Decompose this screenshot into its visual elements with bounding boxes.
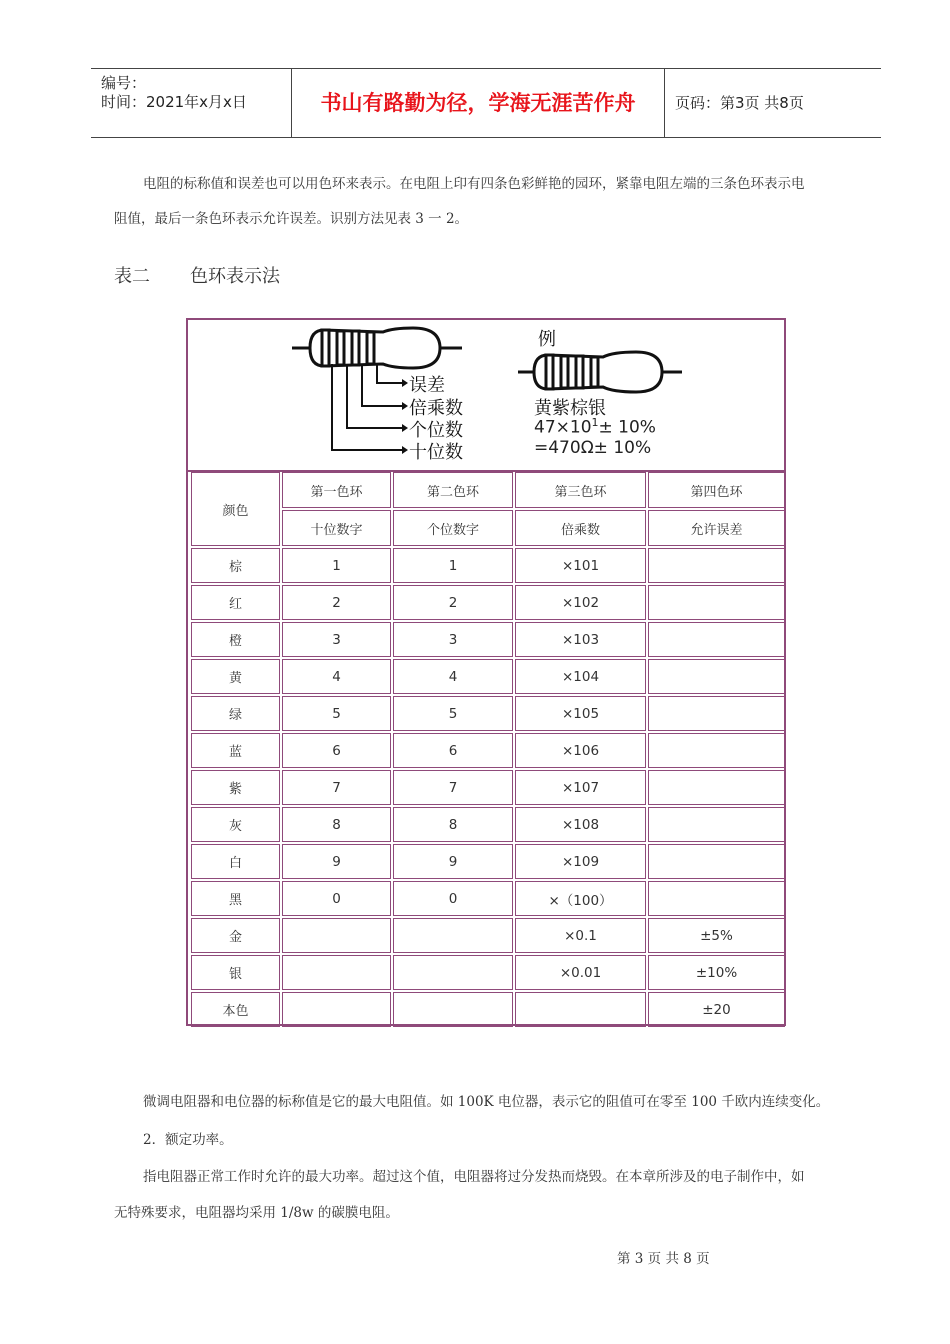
header-meaning-1: 十位数字 bbox=[282, 510, 391, 546]
table-cell-first-band: 9 bbox=[282, 844, 391, 879]
table-cell-color: 黄 bbox=[191, 659, 280, 694]
resistor-right-icon bbox=[518, 352, 682, 392]
doc-number-label: 编号： bbox=[101, 74, 147, 92]
table-cell-tolerance bbox=[648, 844, 785, 879]
header-meaning-4: 允许误差 bbox=[648, 510, 785, 546]
body-paragraph-3-line-2: 无特殊要求，电阻器均采用 1/8w 的碳膜电阻。 bbox=[114, 1205, 399, 1221]
body-paragraph-2: 2．额定功率。 bbox=[143, 1132, 233, 1148]
example-result: =470Ω± 10% bbox=[534, 438, 652, 458]
header-band-1: 第一色环 bbox=[282, 472, 391, 508]
table-cell-tolerance bbox=[648, 659, 785, 694]
resistor-diagram bbox=[188, 320, 784, 472]
header-band-2: 第二色环 bbox=[393, 472, 513, 508]
table-cell-first-band: 0 bbox=[282, 881, 391, 916]
table-cell-first-band: 6 bbox=[282, 733, 391, 768]
table-cell-color: 金 bbox=[191, 918, 280, 953]
table-cell-color: 蓝 bbox=[191, 733, 280, 768]
table-cell-color: 黑 bbox=[191, 881, 280, 916]
table-cell-multiplier: ×108 bbox=[515, 807, 646, 842]
table-cell-multiplier: ×（100） bbox=[515, 881, 646, 916]
table-cell-tolerance bbox=[648, 585, 785, 620]
table-cell-color: 灰 bbox=[191, 807, 280, 842]
table-cell-first-band bbox=[282, 955, 391, 990]
table-cell-tolerance bbox=[648, 548, 785, 583]
table-caption bbox=[114, 262, 280, 288]
example-formula-tol: ± 10% bbox=[598, 417, 656, 438]
body-paragraph-1: 微调电阻器和电位器的标称值是它的最大电阻值。如 100K 电位器，表示它的阻值可在零至 100 千欧内连续变化。 bbox=[143, 1094, 830, 1110]
table-cell-first-band bbox=[282, 918, 391, 953]
table-cell-second-band bbox=[393, 955, 513, 990]
label-units-digit: 个位数 bbox=[409, 420, 463, 441]
header-band-3: 第三色环 bbox=[515, 472, 646, 508]
table-cell-multiplier: ×109 bbox=[515, 844, 646, 879]
table-cell-multiplier: ×106 bbox=[515, 733, 646, 768]
table-cell-color: 棕 bbox=[191, 548, 280, 583]
label-multiplier: 倍乘数 bbox=[409, 398, 463, 419]
table-cell-second-band: 6 bbox=[393, 733, 513, 768]
header-meaning-3: 倍乘数 bbox=[515, 510, 646, 546]
header-meta bbox=[91, 69, 292, 137]
header-meaning-2: 个位数字 bbox=[393, 510, 513, 546]
table-cell-color: 绿 bbox=[191, 696, 280, 731]
table-cell-tolerance: ±5% bbox=[648, 918, 785, 953]
intro-line-1: 电阻的标称值和误差也可以用色环来表示。在电阻上印有四条色彩鲜艳的园环，紧靠电阻左端的三条色环表示电 bbox=[143, 176, 805, 192]
table-cell-tolerance bbox=[648, 733, 785, 768]
table-number: 表二 bbox=[114, 266, 150, 287]
label-tens-digit: 十位数 bbox=[409, 442, 463, 463]
example-colors: 黄紫棕银 bbox=[534, 398, 606, 419]
color-code-table bbox=[186, 318, 786, 1026]
table-cell-multiplier: ×107 bbox=[515, 770, 646, 805]
table-cell-multiplier: ×102 bbox=[515, 585, 646, 620]
table-cell-tolerance bbox=[648, 696, 785, 731]
table-cell-first-band: 2 bbox=[282, 585, 391, 620]
page-header bbox=[91, 68, 881, 138]
table-cell-multiplier: ×103 bbox=[515, 622, 646, 657]
table-cell-first-band: 4 bbox=[282, 659, 391, 694]
header-color: 颜色 bbox=[191, 472, 280, 546]
table-cell-first-band: 8 bbox=[282, 807, 391, 842]
header-motto: 书山有路勤为径，学海无涯苦作舟 bbox=[292, 69, 665, 137]
table-cell-second-band: 7 bbox=[393, 770, 513, 805]
table-cell-second-band bbox=[393, 992, 513, 1027]
table-cell-multiplier: ×101 bbox=[515, 548, 646, 583]
table-cell-second-band bbox=[393, 918, 513, 953]
table-cell-color: 红 bbox=[191, 585, 280, 620]
table-cell-tolerance: ±10% bbox=[648, 955, 785, 990]
table-cell-tolerance bbox=[648, 622, 785, 657]
table-cell-multiplier: ×0.01 bbox=[515, 955, 646, 990]
table-cell-color: 本色 bbox=[191, 992, 280, 1027]
example-title: 例 bbox=[538, 329, 556, 350]
table-cell-first-band: 3 bbox=[282, 622, 391, 657]
table-cell-multiplier: ×104 bbox=[515, 659, 646, 694]
example-formula-exp: 1 bbox=[591, 416, 599, 429]
table-cell-multiplier bbox=[515, 992, 646, 1027]
table-cell-multiplier: ×105 bbox=[515, 696, 646, 731]
table-cell-first-band: 7 bbox=[282, 770, 391, 805]
header-band-4: 第四色环 bbox=[648, 472, 785, 508]
table-cell-second-band: 1 bbox=[393, 548, 513, 583]
table-cell-second-band: 0 bbox=[393, 881, 513, 916]
table-cell-second-band: 9 bbox=[393, 844, 513, 879]
table-cell-color: 白 bbox=[191, 844, 280, 879]
table-cell-tolerance bbox=[648, 881, 785, 916]
table-cell-color: 橙 bbox=[191, 622, 280, 657]
doc-time-label: 时间：2021年x月x日 bbox=[101, 93, 247, 111]
table-cell-tolerance bbox=[648, 770, 785, 805]
table-cell-first-band bbox=[282, 992, 391, 1027]
resistor-diagram-svg bbox=[188, 320, 784, 470]
table-cell-first-band: 1 bbox=[282, 548, 391, 583]
example-formula-base: 47×10 bbox=[534, 417, 592, 438]
table-cell-second-band: 5 bbox=[393, 696, 513, 731]
header-page-label: 页码：第3页 共8页 bbox=[675, 94, 804, 112]
table-cell-tolerance: ±20 bbox=[648, 992, 785, 1027]
table-cell-first-band: 5 bbox=[282, 696, 391, 731]
table-cell-second-band: 2 bbox=[393, 585, 513, 620]
body-paragraph-3-line-1: 指电阻器正常工作时允许的最大功率。超过这个值，电阻器将过分发热而烧毁。在本章所涉及的电子制作中，如 bbox=[143, 1169, 805, 1185]
table-cell-color: 紫 bbox=[191, 770, 280, 805]
table-cell-color: 银 bbox=[191, 955, 280, 990]
intro-line-2: 阻值，最后一条色环表示允许误差。识别方法见表 3 一 2。 bbox=[114, 211, 469, 227]
example-formula bbox=[534, 416, 656, 438]
page-footer: 第 3 页 共 8 页 bbox=[617, 1251, 710, 1267]
table-cell-second-band: 4 bbox=[393, 659, 513, 694]
table-cell-second-band: 8 bbox=[393, 807, 513, 842]
label-tolerance: 误差 bbox=[409, 375, 445, 396]
table-cell-second-band: 3 bbox=[393, 622, 513, 657]
table-cell-multiplier: ×0.1 bbox=[515, 918, 646, 953]
table-cell-tolerance bbox=[648, 807, 785, 842]
table-title: 色环表示法 bbox=[190, 266, 280, 287]
